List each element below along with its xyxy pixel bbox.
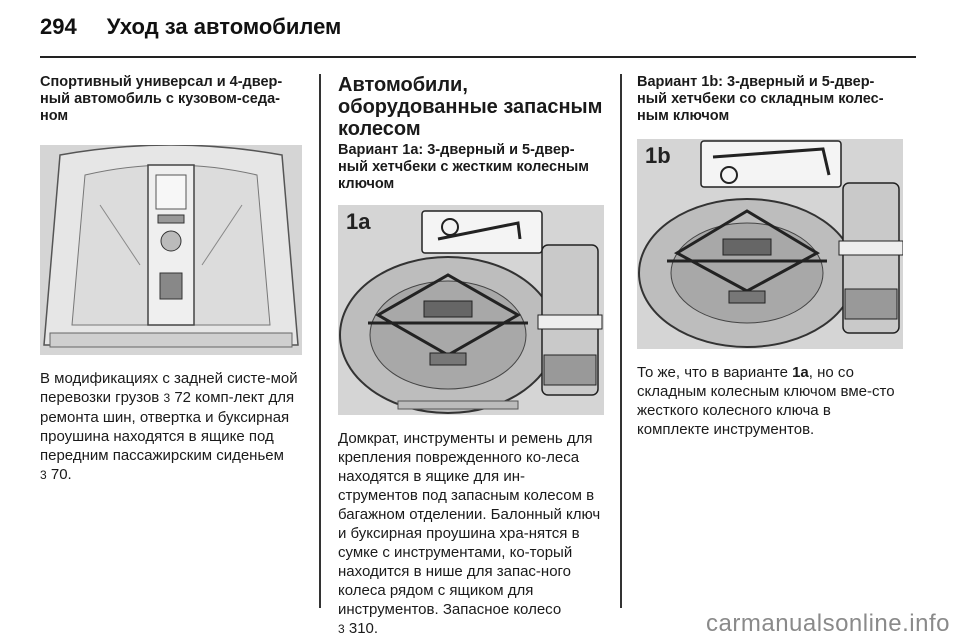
figure-1b	[637, 139, 903, 349]
page-ref-310[interactable]: 310	[348, 620, 374, 637]
spare-wheel-folding-wrench-illustration	[637, 139, 903, 349]
column-1	[40, 74, 302, 485]
figure-label-1a: 1a	[346, 209, 371, 234]
paragraph-1b-text-2: , но со складным колесным ключом вме-сто жесткого колесного ключа в комплекте инструментов.	[637, 364, 895, 438]
spare-wheel-jack-illustration	[338, 205, 604, 415]
page-ref-icon: 3	[338, 622, 345, 636]
paragraph-1a	[338, 429, 604, 639]
trunk-illustration	[40, 145, 302, 355]
column-divider-1	[319, 74, 321, 608]
figure-label-1b: 1b	[645, 143, 671, 168]
paragraph-sedan	[40, 369, 302, 485]
header-divider	[40, 56, 916, 58]
figure-1a	[338, 205, 604, 415]
figure-sedan-trunk	[40, 145, 302, 355]
paragraph-sedan-text-1: В модификациях с задней систе-мой перевозки грузов	[40, 370, 298, 406]
paragraph-sedan-text-end: .	[67, 466, 72, 483]
page-header	[40, 14, 341, 40]
section-heading-sedan: Спортивный универсал и 4-двер-ный автомобиль с кузовом-седа-ном	[40, 74, 283, 124]
paragraph-1b	[637, 363, 903, 439]
page-title: Уход за автомобилем	[106, 14, 342, 39]
paragraph-1a-text: Домкрат, инструменты и ремень для крепления поврежденного ко-леса находятся в ящике для ин-струментов под запасным колесом в багажном отделении. Балонный ключ и буксирная проушина хра-нятся в сумке с инструментами, ко-торый находится в нише для запас-ного колеса рядом с ящиком для инструментов. Запасное колесо	[338, 430, 601, 618]
watermark: carmanualsonline.info	[706, 610, 950, 637]
subsection-heading-1b: Вариант 1b: 3-дверный и 5-двер-ный хетчбеки со складным колес-ным ключом	[637, 74, 884, 124]
paragraph-1b-text-1: То же, что в варианте	[637, 364, 793, 381]
page-ref-icon: 3	[40, 468, 47, 482]
column-divider-2	[620, 74, 622, 608]
subsection-heading-1a: Вариант 1a: 3-дверный и 5-двер-ный хетчбеки с жестким колесным ключом	[338, 142, 589, 192]
paragraph-sedan-text-2: комп-лект для ремонта шин, отвертка и буксирная проушина находятся в ящике под передним пассажирским сиденьем	[40, 389, 295, 464]
section-heading-spare-wheel: Автомобили, оборудованные запасным колесом	[338, 74, 603, 140]
variant-ref-1a: 1a	[792, 364, 809, 381]
page-ref-70[interactable]: 70	[50, 466, 68, 483]
page-ref-icon: 3	[163, 391, 171, 405]
column-3	[637, 74, 903, 439]
paragraph-1a-text-end: .	[373, 620, 379, 637]
page-number: 294	[40, 14, 77, 39]
page-ref-72[interactable]: 72	[174, 389, 191, 406]
column-2	[338, 74, 604, 639]
